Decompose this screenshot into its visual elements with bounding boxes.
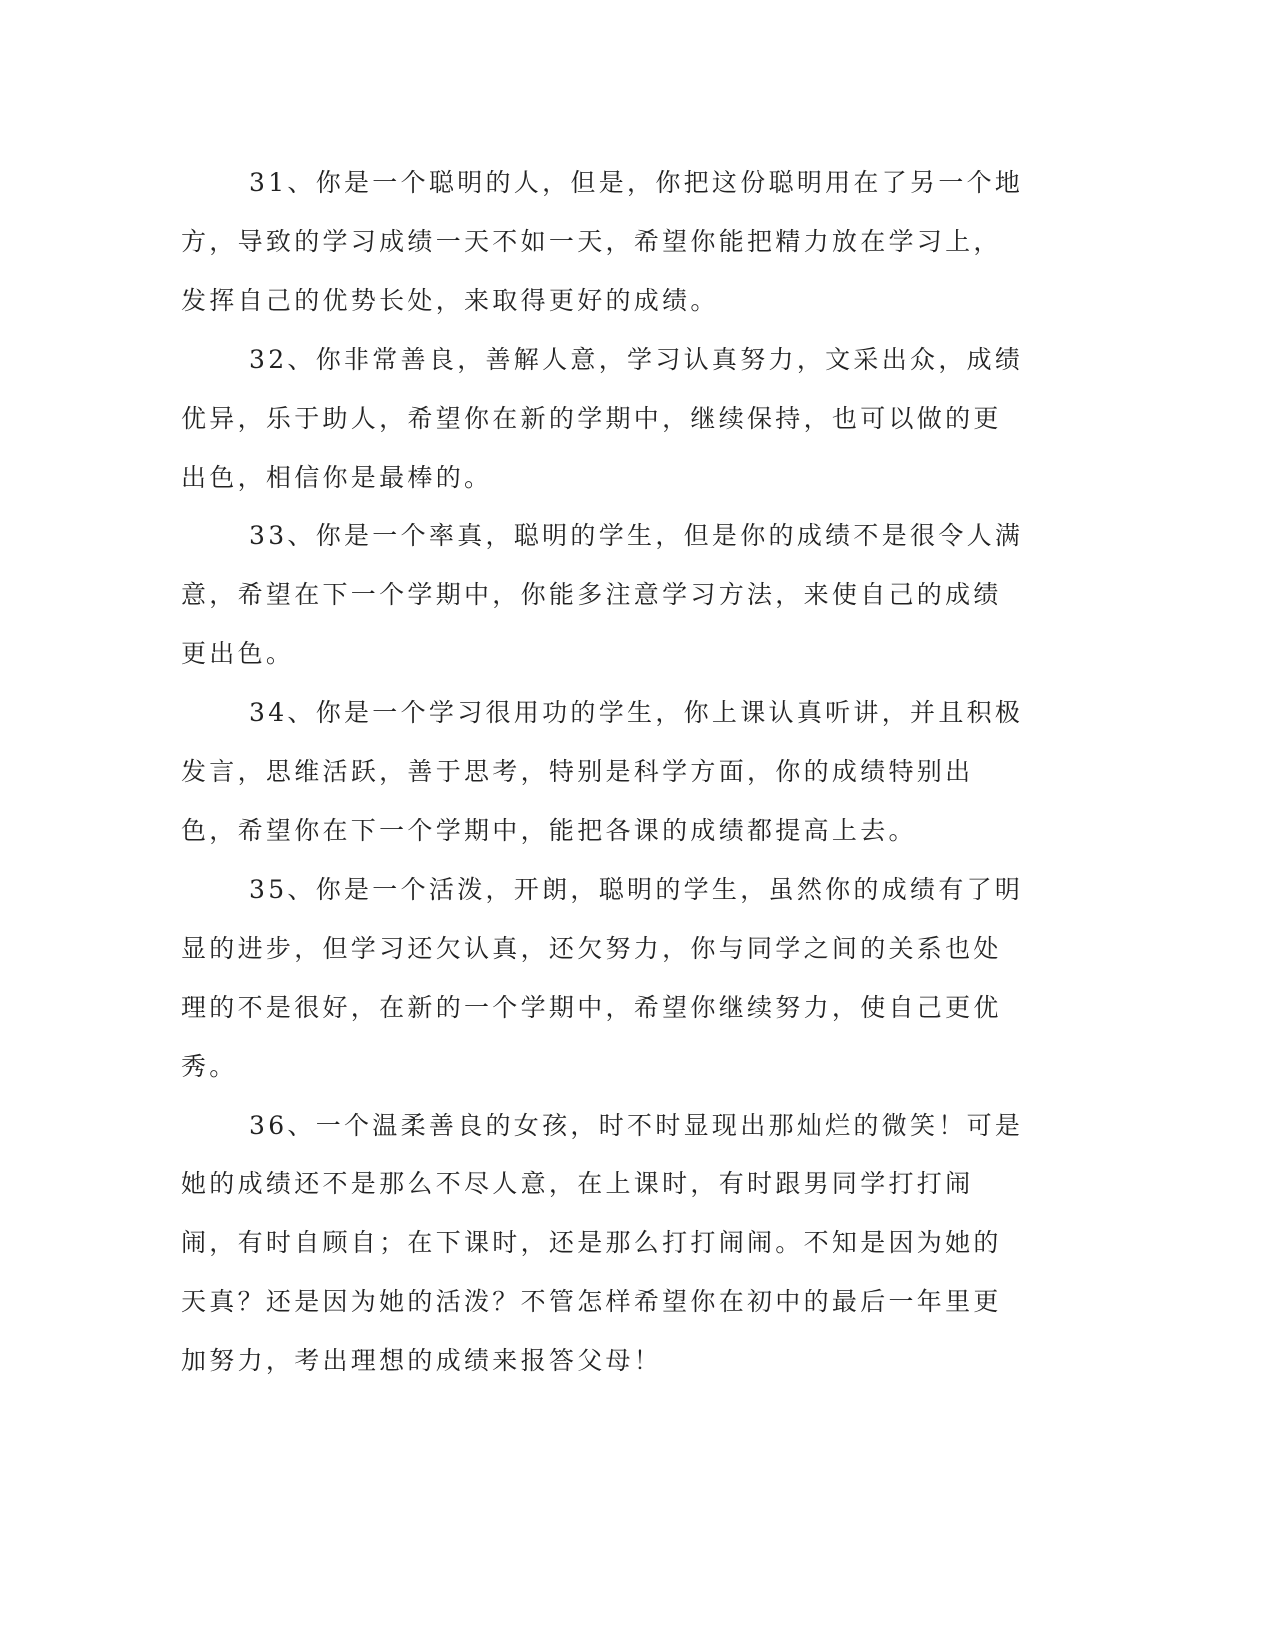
paragraph-32: 32、你非常善良，善解人意，学习认真努力，文采出众，成绩优异，乐于助人，希望你在新的学期中，继续保持，也可以做的更出色，相信你是最棒的。 <box>181 344 1024 492</box>
paragraph-33: 33、你是一个率真，聪明的学生，但是你的成绩不是很令人满意，希望在下一个学期中，你能多注意学习方法，来使自己的成绩更出色。 <box>181 521 1024 669</box>
paragraph-36: 36、一个温柔善良的女孩，时不时显现出那灿烂的微笑！可是她的成绩还不是那么不尽人意，在上课时，有时跟男同学打打闹闹，有时自顾自；在下课时，还是那么打打闹闹。不知是因为她的天真？还是因为她的活泼？不管怎样希望你在初中的最后一年里更加努力，考出理想的成绩来报答父母！ <box>181 1110 1024 1376</box>
document-body <box>181 154 1027 1391</box>
paragraph-31: 31、你是一个聪明的人，但是，你把这份聪明用在了另一个地方，导致的学习成绩一天不如一天，希望你能把精力放在学习上，发挥自己的优势长处，来取得更好的成绩。 <box>181 168 1024 315</box>
paragraph-34: 34、你是一个学习很用功的学生，你上课认真听讲，并且积极发言，思维活跃，善于思考，特别是科学方面，你的成绩特别出色，希望你在下一个学期中，能把各课的成绩都提高上去。 <box>181 698 1024 845</box>
paragraph-35: 35、你是一个活泼，开朗，聪明的学生，虽然你的成绩有了明显的进步，但学习还欠认真，还欠努力，你与同学之间的关系也处理的不是很好，在新的一个学期中，希望你继续努力，使自己更优秀。 <box>181 874 1024 1081</box>
